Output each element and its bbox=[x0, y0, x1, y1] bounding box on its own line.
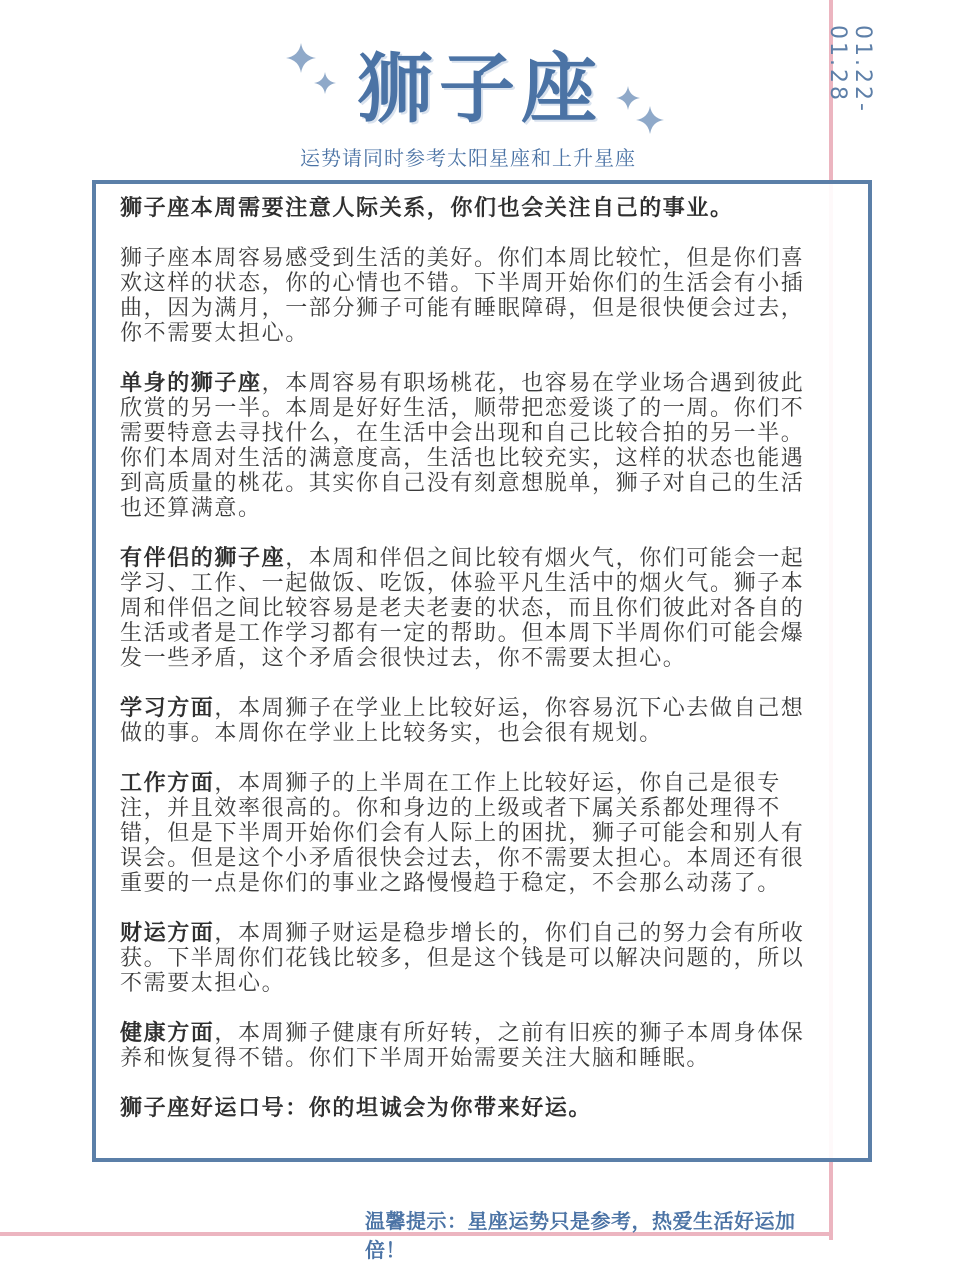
paragraph-wealth bbox=[120, 921, 820, 996]
study-lead: 学习方面 bbox=[120, 696, 215, 721]
health-lead: 健康方面 bbox=[120, 1021, 215, 1046]
paragraph-couple bbox=[120, 546, 820, 671]
wealth-text: ，本周狮子财运是稳步增长的，你们自己的努力会有所收获。下半周你们花钱比较多，但是这个钱是可以解决问题的，所以不需要太担心。 bbox=[120, 921, 805, 996]
work-text: ，本周狮子的上半周在工作上比较好运，你自己是很专注，并且效率很高的。你和身边的上级或者下属关系都处理得不错，但是下半周开始你们会有人际上的困扰，狮子可能会和别人有误会。但是这个小矛盾很快会过去，你不需要太担心。本周还有很重要的一点是你们的事业之路慢慢趋于稳定，不会那么动荡了。 bbox=[120, 771, 805, 896]
page-title: 狮子座 bbox=[357, 44, 603, 133]
footer-tip: 温馨提示：星座运势只是参考，热爱生活好运加倍！ bbox=[365, 1209, 796, 1262]
single-lead: 单身的狮子座 bbox=[120, 371, 262, 396]
overview-text: 狮子座本周容易感受到生活的美好。你们本周比较忙，但是你们喜欢这样的状态，你的心情也不错。下半周开始你们的生活会有小插曲，因为满月，一部分狮子可能有睡眠障碍，但是很快便会过去，你不需要太担心。 bbox=[120, 246, 805, 346]
couple-text: ，本周和伴侣之间比较有烟火气，你们可能会一起学习、工作、一起做饭、吃饭，体验平凡生活中的烟火气。狮子本周和伴侣之间比较容易是老夫老妻的状态，而且你们彼此对各自的生活或者是工作学习都有一定的帮助。但本周下半周你们可能会爆发一些矛盾，这个矛盾会很快过去，你不需要太担心。 bbox=[120, 546, 805, 671]
work-lead: 工作方面 bbox=[120, 771, 215, 796]
single-text: ，本周容易有职场桃花，也容易在学业场合遇到彼此欣赏的另一半。本周是好好生活，顺带把恋爱谈了的一周。你们不需要特意去寻找什么，在生活中会出现和自己比较合拍的另一半。你们本周对生活的满意度高，生活也比较充实，这样的状态也能遇到高质量的桃花。其实你自己没有刻意想脱单，狮子对自己的生活也还算满意。 bbox=[120, 371, 805, 521]
paragraph-overview bbox=[120, 246, 820, 346]
paragraph-study bbox=[120, 696, 820, 746]
date-range: 01.22-01.28 bbox=[825, 25, 875, 114]
couple-lead: 有伴侣的狮子座 bbox=[120, 546, 286, 571]
slogan-lead: 狮子座好运口号：你的坦诚会为你带来好运。 bbox=[120, 1096, 593, 1121]
horoscope-content bbox=[120, 196, 820, 1146]
subtitle: 运势请同时参考太阳星座和上升星座 bbox=[300, 146, 636, 170]
study-text: ，本周狮子在学业上比较好运，你容易沉下心去做自己想做的事。本周你在学业上比较务实，也会很有规划。 bbox=[120, 696, 805, 746]
paragraph-summary bbox=[120, 196, 820, 221]
summary-lead: 狮子座本周需要注意人际关系，你们也会关注自己的事业。 bbox=[120, 196, 734, 221]
paragraph-health bbox=[120, 1021, 820, 1071]
paragraph-slogan bbox=[120, 1096, 820, 1121]
paragraph-single bbox=[120, 371, 820, 521]
wealth-lead: 财运方面 bbox=[120, 921, 215, 946]
health-text: ，本周狮子健康有所好转，之前有旧疾的狮子本周身体保养和恢复得不错。你们下半周开始需要关注大脑和睡眠。 bbox=[120, 1021, 805, 1071]
paragraph-work bbox=[120, 771, 820, 896]
